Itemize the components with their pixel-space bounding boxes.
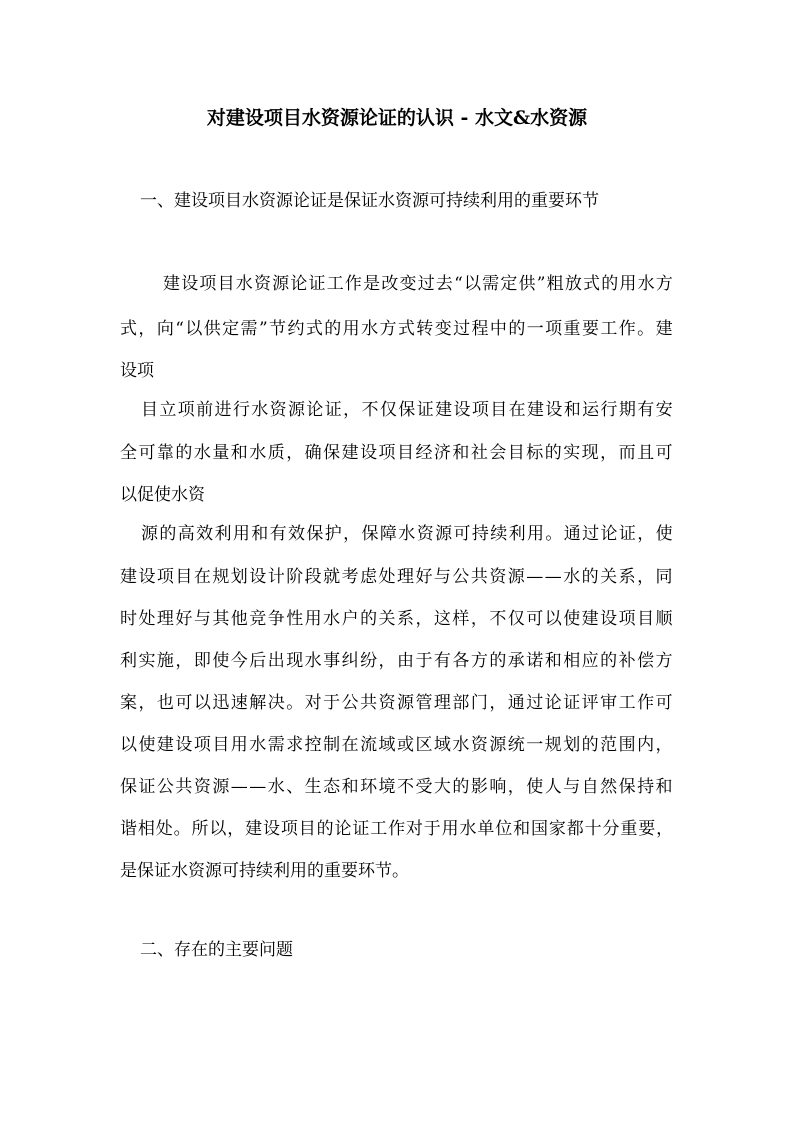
paragraph-line: 全可靠的水量和水质，确保建设项目经济和社会目标的实现，而且可 <box>120 443 674 463</box>
paragraph-line: 目立项前进行水资源论证，不仅保证建设项目在建设和运行期有安 <box>141 400 674 420</box>
paragraph-line: 以使建设项目用水需求控制在流域或区域水资源统一规划的范围内， <box>120 735 674 755</box>
paragraph-line: 时处理好与其他竞争性用水户的关系，这样，不仅可以使建设项目顺 <box>120 609 674 629</box>
paragraph-line: 建设项目在规划设计阶段就考虑处理好与公共资源——水的关系，同 <box>120 567 674 587</box>
paragraph-line: 保证公共资源——水、生态和环境不受大的影响，使人与自然保持和 <box>120 777 674 797</box>
paragraph-line: 利实施，即使今后出现水事纠纷，由于有各方的承诺和相应的补偿方 <box>120 651 674 671</box>
section-heading-2: 二、存在的主要问题 <box>140 940 293 960</box>
paragraph-line: 是保证水资源可持续利用的重要环节。 <box>120 861 409 881</box>
paragraph-line: 式，向“以供定需”节约式的用水方式转变过程中的一项重要工作。建 <box>120 319 674 339</box>
paragraph-line: 建设项目水资源论证工作是改变过去“以需定供”粗放式的用水方 <box>163 274 674 294</box>
paragraph-line: 谐相处。所以，建设项目的论证工作对于用水单位和国家都十分重要， <box>120 819 674 839</box>
paragraph-line: 设项 <box>120 361 154 381</box>
paragraph-line: 源的高效利用和有效保护，保障水资源可持续利用。通过论证，使 <box>141 524 674 544</box>
paragraph-line: 案，也可以迅速解决。对于公共资源管理部门，通过论证评审工作可 <box>120 693 674 713</box>
paragraph-line: 以促使水资 <box>120 485 205 505</box>
section-heading-1: 一、建设项目水资源论证是保证水资源可持续利用的重要环节 <box>140 191 599 211</box>
document-title: 对建设项目水资源论证的认识 - 水文&水资源 <box>206 107 588 129</box>
